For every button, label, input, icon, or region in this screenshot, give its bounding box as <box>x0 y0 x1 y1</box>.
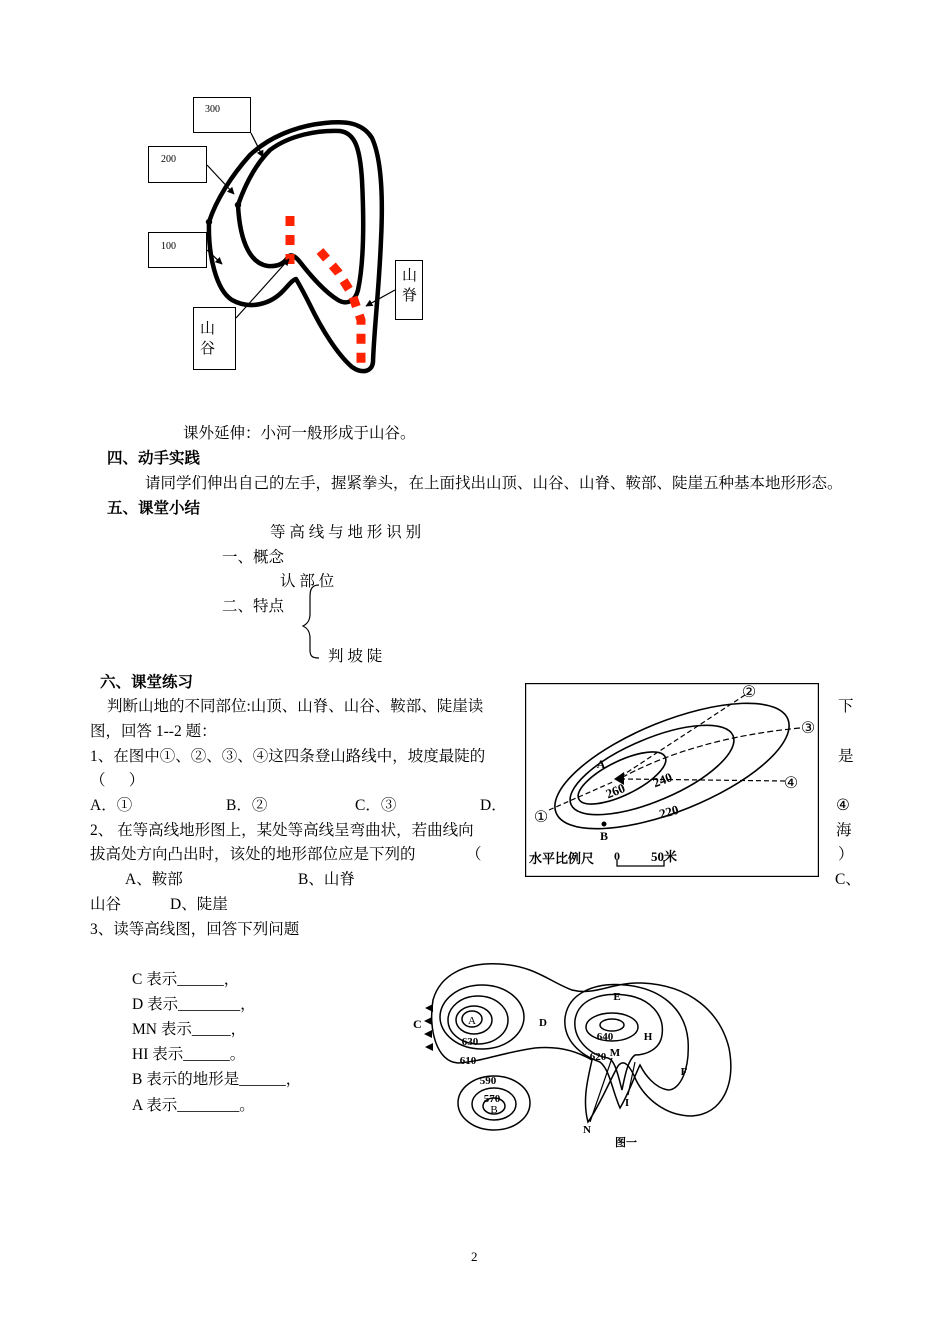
label-point-b: B <box>599 829 609 843</box>
q2-open-paren: （ <box>466 846 482 863</box>
label-ridge: 山脊 <box>402 268 418 304</box>
q3-blank-hi: HI 表示______。 <box>132 1046 246 1063</box>
cliff-tick <box>424 1030 432 1038</box>
label-220: 220 <box>657 801 681 822</box>
section5-heading: 五、课堂小结 <box>107 500 201 517</box>
map-label-c: C <box>413 1017 422 1031</box>
q1-option-d: D． <box>480 797 507 814</box>
map-label-f: F <box>680 1066 688 1078</box>
q1-line1: 1、在图中①、②、③、④这四条登山路线中，坡度最陡的 <box>90 748 486 765</box>
q1-answer-blank: （ ） <box>90 772 145 789</box>
q1-option-b: B．② <box>226 797 268 814</box>
summary-brace <box>298 580 324 662</box>
topographic-map-figure <box>400 955 745 1155</box>
point-b-dot <box>602 822 607 827</box>
q3-blank-b: B 表示的地形是______， <box>132 1071 302 1088</box>
extension-note: 课外延伸：小河一般形成于山谷。 <box>183 425 416 442</box>
scale-zero: 0 <box>614 849 620 863</box>
section6-heading: 六、课堂练习 <box>100 674 194 691</box>
right-hill-contour <box>565 985 688 1108</box>
q3-blank-mn: MN 表示_____， <box>132 1021 247 1038</box>
summary-branch-bottom: 判 坡 陡 <box>328 648 383 665</box>
label-route-3: ③ <box>800 720 816 737</box>
q1-option-a: A．① <box>90 797 133 814</box>
q2-line2: 拔高处方向凸出时，该处的地形部位应是下列的 <box>90 846 416 863</box>
summary-branch-top: 认 部 位 <box>280 573 335 590</box>
label-260: 260 <box>603 780 628 802</box>
intro-line1: 判断山地的不同部位:山顶、山脊、山谷、鞍部、陡崖读 <box>107 698 484 715</box>
q2-option-d: D、陡崖 <box>170 896 228 913</box>
map-label-h: H <box>643 1031 653 1043</box>
section4-heading: 四、动手实践 <box>107 450 201 467</box>
q2-line1-tail: 海 <box>836 822 852 839</box>
intro-line1-tail: 下 <box>838 698 854 715</box>
label-valley: 山谷 <box>200 321 216 357</box>
arrow-ridge <box>366 290 395 306</box>
scale-title: 水平比例尺 <box>529 851 595 866</box>
label-300: 300 <box>205 104 220 115</box>
map-label-e: E <box>613 991 621 1003</box>
section4-text: 请同学们伸出自己的左手，握紧拳头，在上面找出山顶、山谷、山脊、鞍部、陡崖五种基本地形形态。 <box>145 475 843 492</box>
map-label-m: M <box>609 1047 621 1059</box>
q1-option-c: C．③ <box>355 797 397 814</box>
label-box-ridge <box>395 260 423 320</box>
cliff-tick <box>424 1017 432 1025</box>
map-label-a: A <box>468 1015 476 1027</box>
label-peak-a: A <box>596 757 606 771</box>
slope-contour-figure <box>525 683 819 877</box>
scale-end: 50米 <box>651 849 678 864</box>
label-box-200 <box>148 146 207 183</box>
label-200: 200 <box>161 154 176 165</box>
q3-blank-c: C 表示______， <box>132 971 240 988</box>
q2-line1: 2、 在等高线地形图上，某处等高线呈弯曲状，若曲线向 <box>90 822 474 839</box>
label-box-valley <box>193 307 236 370</box>
q3-prompt: 3、读等高线图，回答下列问题 <box>90 921 300 938</box>
label-100: 100 <box>161 241 176 252</box>
q2-option-a: A、鞍部 <box>125 871 183 888</box>
q2-option-c-text: 山谷 <box>90 896 122 913</box>
contour-dot <box>235 202 241 208</box>
q3-blank-a: A 表示________。 <box>132 1097 255 1114</box>
summary-point2: 二、特点 <box>222 598 285 615</box>
cliff-tick <box>425 1043 433 1051</box>
q2-option-c-prefix: C、 <box>835 871 861 888</box>
summary-point1: 一、概念 <box>222 549 285 566</box>
map-label-630: 630 <box>461 1036 479 1048</box>
label-box-100 <box>148 232 207 268</box>
label-box-300 <box>193 97 251 133</box>
map-label-i: I <box>624 1097 630 1109</box>
label-route-4: ④ <box>783 775 799 792</box>
q3-blank-d: D 表示________， <box>132 996 256 1013</box>
map-label-b: B <box>490 1104 498 1116</box>
label-route-2: ② <box>741 684 757 701</box>
q2-option-b: B、山脊 <box>298 871 355 888</box>
map-caption: 图一 <box>615 1137 637 1149</box>
page-number: 2 <box>471 1249 478 1264</box>
map-label-590: 590 <box>479 1075 497 1087</box>
cliff-tick <box>425 1004 433 1012</box>
inner-contour-line <box>238 131 363 302</box>
q2-close-paren: ） <box>838 846 854 863</box>
map-label-570: 570 <box>483 1093 501 1105</box>
intro-line2: 图，回答 1--2 题： <box>90 723 217 740</box>
ridge-line-dashed <box>320 251 361 365</box>
summary-title: 等 高 线 与 地 形 识 别 <box>270 524 422 541</box>
mn-line <box>590 1058 612 1122</box>
arrow-valley <box>236 259 289 318</box>
map-label-d: D <box>539 1017 547 1029</box>
q1-line1-tail: 是 <box>838 748 854 765</box>
brace-shape <box>303 585 319 658</box>
q1-option-d-tail: ④ <box>836 797 850 814</box>
map-label-610: 610 <box>459 1055 477 1067</box>
contour-dot <box>206 219 212 225</box>
label-240: 240 <box>650 769 675 791</box>
map-label-640: 640 <box>596 1031 614 1043</box>
right-hill-summit-contour <box>600 1019 624 1031</box>
label-route-1: ① <box>533 809 549 826</box>
map-label-n: N <box>583 1124 591 1136</box>
map-label-620: 620 <box>589 1051 607 1063</box>
